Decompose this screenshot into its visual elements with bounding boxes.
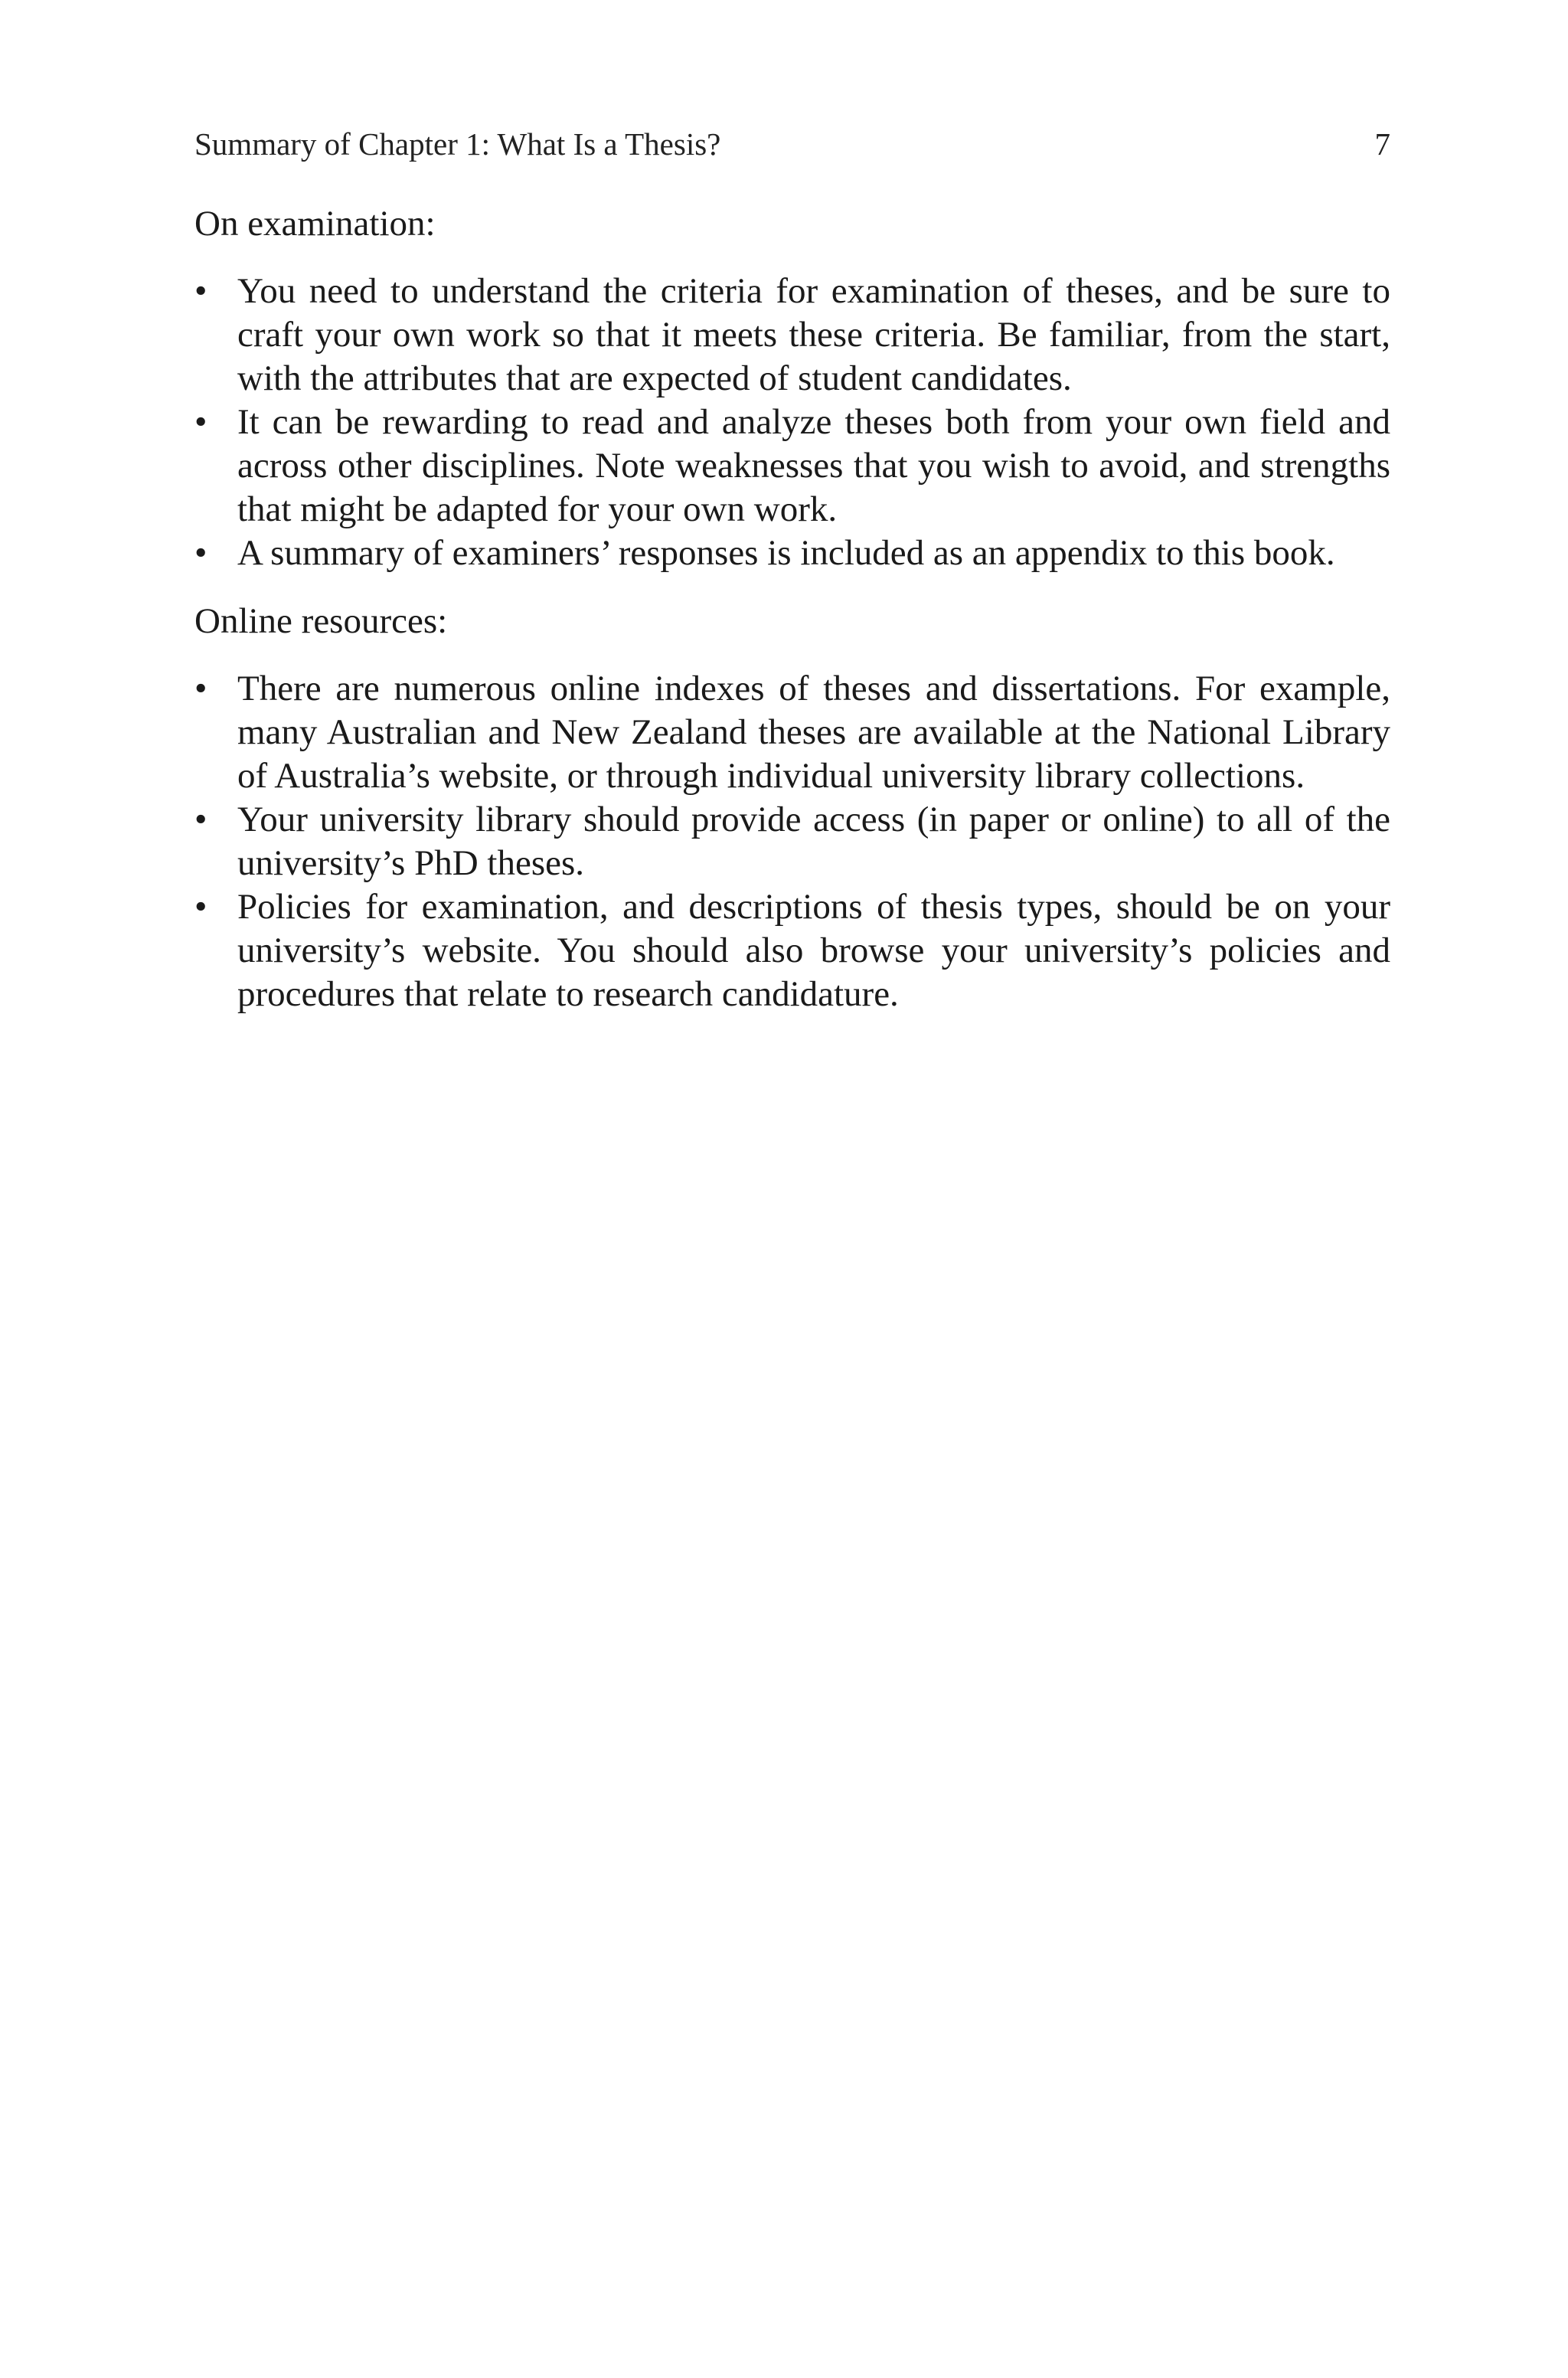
section-online-resources bbox=[194, 598, 1390, 1016]
page-body bbox=[194, 201, 1390, 1039]
list-item bbox=[194, 270, 1390, 401]
section-heading: On examination: bbox=[194, 204, 436, 244]
bullet-list bbox=[194, 667, 1390, 1016]
section-on-examination bbox=[194, 201, 1390, 575]
running-header bbox=[194, 124, 1390, 164]
list-item-text: It can be rewarding to read and analyze theses both from your own field and across other disciplines. Note weaknesses that you wish to avoid, and strengths that might be adapted for your own work. bbox=[237, 402, 1390, 529]
list-item bbox=[194, 401, 1390, 532]
list-item bbox=[194, 885, 1390, 1016]
bullet-icon: • bbox=[194, 271, 207, 311]
running-title: Summary of Chapter 1: What Is a Thesis? bbox=[194, 126, 721, 162]
bullet-list bbox=[194, 270, 1390, 575]
list-item-text: A summary of examiners’ responses is included as an appendix to this book. bbox=[237, 533, 1335, 573]
bullet-icon: • bbox=[194, 887, 207, 927]
list-item bbox=[194, 532, 1390, 575]
bullet-icon: • bbox=[194, 669, 207, 708]
bullet-icon: • bbox=[194, 402, 207, 442]
list-item-text: There are numerous online indexes of theses and dissertations. For example, many Australian and New Zealand theses are available at the National Library of Australia’s website, or through individual university library collections. bbox=[237, 669, 1390, 796]
list-item bbox=[194, 667, 1390, 798]
section-heading: Online resources: bbox=[194, 601, 448, 641]
page-number: 7 bbox=[1374, 126, 1390, 162]
bullet-icon: • bbox=[194, 533, 207, 573]
list-item-text: You need to understand the criteria for examination of theses, and be sure to craft your own work so that it meets these criteria. Be familiar, from the start, with the attributes that are expected of student candidates. bbox=[237, 271, 1390, 398]
list-item-text: Your university library should provide access (in paper or online) to all of the university’s PhD theses. bbox=[237, 800, 1390, 883]
bullet-icon: • bbox=[194, 800, 207, 839]
list-item-text: Policies for examination, and descriptions of thesis types, should be on your university’s website. You should also browse your university’s policies and procedures that relate to research candidature. bbox=[237, 887, 1390, 1014]
list-item bbox=[194, 798, 1390, 885]
